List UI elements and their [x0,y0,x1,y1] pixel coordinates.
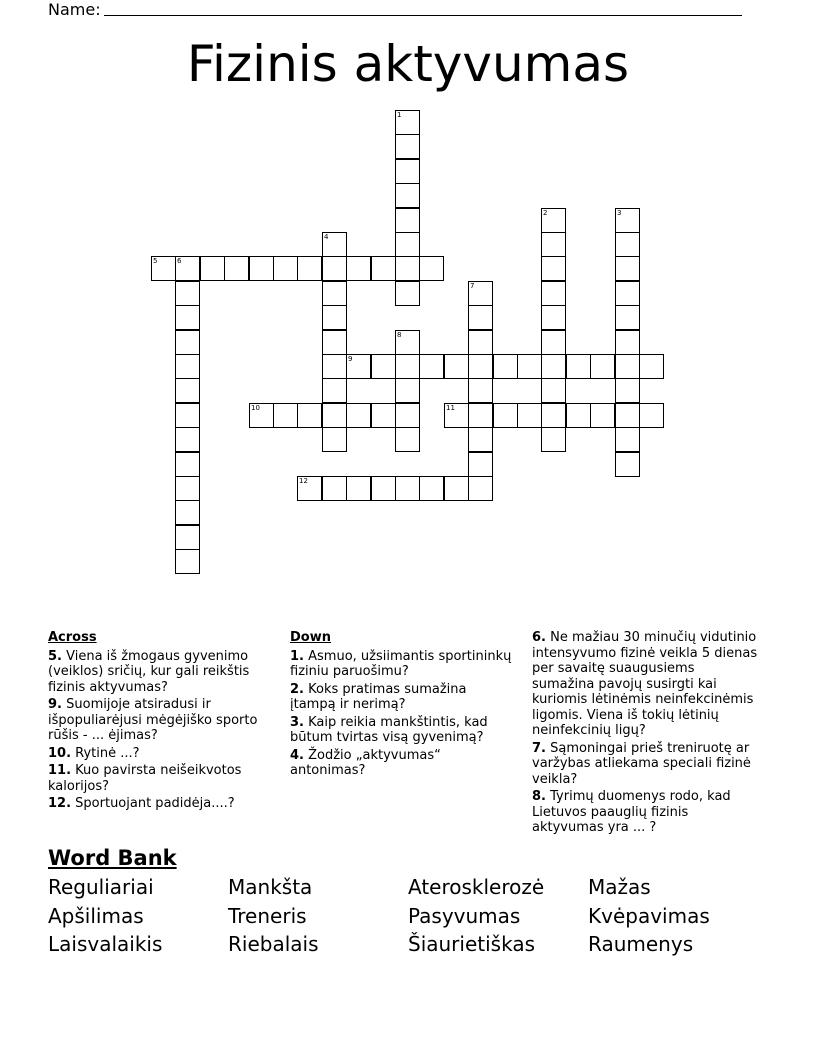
crossword-cell[interactable] [322,232,347,257]
word-bank-item: Šiaurietiškas [408,932,535,956]
clue-number: 10. [48,745,72,761]
word-bank-item: Reguliariai [48,875,154,899]
crossword-cell[interactable] [371,476,396,501]
crossword-cell[interactable] [395,330,420,355]
crossword-cell[interactable] [395,159,420,184]
crossword-cell[interactable] [395,354,420,379]
cell-number: 1 [397,111,402,119]
crossword-cell[interactable] [151,256,176,281]
crossword-cell[interactable] [444,403,469,428]
crossword-cell[interactable] [395,427,420,452]
word-bank-item: Treneris [228,904,307,928]
cell-number: 3 [617,209,622,217]
clue-number: 8. [532,789,546,804]
across-clues [48,630,278,814]
crossword-cell[interactable] [541,403,566,428]
crossword-cell[interactable] [541,330,566,355]
crossword-cell[interactable] [566,354,591,379]
crossword-cell[interactable] [468,378,493,403]
crossword-cell[interactable] [395,378,420,403]
crossword-cell[interactable] [493,403,518,428]
crossword-cell[interactable] [395,110,420,135]
word-bank-item: Apšilimas [48,904,144,928]
crossword-cell[interactable] [541,427,566,452]
down-clues-continued [532,630,760,838]
clue-number: 4. [290,747,304,763]
crossword-cell[interactable] [395,183,420,208]
clue-text: Tyrimų duomenys rodo, kad Lietuvos paauglių fizinis aktyvumas yra ... ? [532,789,731,835]
crossword-cell[interactable] [395,476,420,501]
cell-number: 4 [324,233,329,241]
crossword-cell[interactable] [273,256,298,281]
crossword-cell[interactable] [419,256,444,281]
crossword-cell[interactable] [615,305,640,330]
crossword-cell[interactable] [175,500,200,525]
crossword-cell[interactable] [322,378,347,403]
crossword-cell[interactable] [590,403,615,428]
crossword-cell[interactable] [615,330,640,355]
crossword-cell[interactable] [175,330,200,355]
crossword-cell[interactable] [639,403,664,428]
crossword-cell[interactable] [590,354,615,379]
cell-number: 6 [177,257,182,265]
clue-down-3 [290,715,515,746]
crossword-cell[interactable] [322,403,347,428]
clue-number: 3. [290,714,304,730]
clue-number: 7. [532,740,546,756]
clue-down-7 [532,741,760,788]
word-bank-item: Mažas [588,875,651,899]
crossword-cell[interactable] [322,330,347,355]
crossword-cell[interactable] [566,403,591,428]
clue-text: Žodžio „aktyvumas“ antonimas? [290,747,441,778]
crossword-cell[interactable] [395,256,420,281]
clue-text: Kaip reikia mankštintis, kad būtum tvirtas visą gyvenimą? [290,714,488,745]
crossword-cell[interactable] [297,403,322,428]
clue-across-5 [48,649,278,696]
crossword-cell[interactable] [346,476,371,501]
crossword-cell[interactable] [371,403,396,428]
across-heading: Across [48,630,97,645]
clue-down-6 [532,630,760,739]
crossword-cell[interactable] [175,427,200,452]
crossword-cell[interactable] [297,476,322,501]
crossword-cell[interactable] [175,281,200,306]
crossword-cell[interactable] [444,354,469,379]
crossword-cell[interactable] [395,208,420,233]
crossword-cell[interactable] [322,281,347,306]
word-bank-item: Raumenys [588,932,694,956]
crossword-cell[interactable] [541,378,566,403]
crossword-cell[interactable] [175,354,200,379]
crossword-cell[interactable] [322,305,347,330]
down-heading: Down [290,630,331,645]
crossword-cell[interactable] [615,452,640,477]
crossword-cell[interactable] [615,403,640,428]
clue-down-2 [290,682,515,713]
crossword-cell[interactable] [517,354,542,379]
crossword-cell[interactable] [371,354,396,379]
cell-number: 2 [543,209,548,217]
clue-text: Ne mažiau 30 minučių vidutinio intensyvumo fizinė veikla 5 dienas per savaitę suaugusiems sumažina pavojų susirgti kai kuriomis lėtinėmis neinfekcinėmis ligomis. Viena iš tokių lėtinių neinfekcinių ligų? [532,630,758,738]
clue-text: Koks pratimas sumažina įtampą ir nerimą? [290,681,467,712]
crossword-cell[interactable] [346,403,371,428]
crossword-cell[interactable] [419,354,444,379]
clue-across-9 [48,697,278,744]
crossword-cell[interactable] [468,403,493,428]
crossword-cell[interactable] [322,256,347,281]
crossword-cell[interactable] [175,452,200,477]
clue-text: Sportuojant padidėja....? [75,796,235,811]
crossword-cell[interactable] [615,378,640,403]
crossword-cell[interactable] [346,256,371,281]
clue-number: 2. [290,681,304,697]
crossword-cell[interactable] [615,281,640,306]
crossword-cell[interactable] [175,525,200,550]
word-bank-item: Aterosklerozė [408,875,545,899]
cell-number: 9 [348,355,353,363]
clue-across-11 [48,763,278,794]
clue-down-1 [290,649,515,680]
crossword-cell[interactable] [444,476,469,501]
crossword-cell[interactable] [224,256,249,281]
crossword-cell[interactable] [175,256,200,281]
clue-across-10 [48,746,278,762]
clue-across-12 [48,796,278,812]
word-bank-item: Mankšta [228,875,313,899]
crossword-cell[interactable] [468,330,493,355]
crossword-cell[interactable] [175,549,200,574]
crossword-cell[interactable] [249,256,274,281]
crossword-cell[interactable] [468,305,493,330]
crossword-cell[interactable] [615,232,640,257]
word-bank-item: Riebalais [228,932,319,956]
cell-number: 11 [446,404,455,412]
clue-text: Asmuo, užsiimantis sportininkų fiziniu paruošimu? [290,648,512,679]
crossword-cell[interactable] [249,403,274,428]
crossword-cell[interactable] [468,476,493,501]
clue-text: Sąmoningai prieš treniruotę ar varžybas atliekama speciali fizinė veikla? [532,740,751,787]
crossword-cell[interactable] [615,427,640,452]
crossword-cell[interactable] [541,256,566,281]
crossword-cell[interactable] [322,476,347,501]
cell-number: 12 [299,477,308,485]
word-bank-item: Kvėpavimas [588,904,710,928]
crossword-cell[interactable] [322,354,347,379]
crossword-cell[interactable] [615,354,640,379]
crossword-cell[interactable] [395,403,420,428]
clue-text: Kuo pavirsta neišeikvotos kalorijos? [48,763,242,794]
cell-number: 5 [153,257,158,265]
crossword-cell[interactable] [541,208,566,233]
crossword-cell[interactable] [175,378,200,403]
crossword-cell[interactable] [273,403,298,428]
clue-number: 11. [48,763,72,778]
word-bank-item: Pasyvumas [408,904,521,928]
word-bank-title: Word Bank [48,846,177,870]
clue-number: 1. [290,648,304,664]
crossword-cell[interactable] [346,354,371,379]
crossword-cell[interactable] [200,256,225,281]
clue-down-4 [290,748,515,779]
crossword-cell[interactable] [517,403,542,428]
crossword-cell[interactable] [541,281,566,306]
crossword-cell[interactable] [322,427,347,452]
clue-number: 12. [48,796,72,811]
crossword-cell[interactable] [175,305,200,330]
crossword-cell[interactable] [615,256,640,281]
clue-number: 5. [48,648,62,664]
crossword-cell[interactable] [639,354,664,379]
crossword-cell[interactable] [175,476,200,501]
clue-text: Suomijoje atsiradusi ir išpopuliarėjusi mėgėjiško sporto rūšis - ... ėjimas? [48,697,258,743]
clue-number: 6. [532,630,546,645]
crossword-cell[interactable] [419,476,444,501]
clue-down-8 [532,789,760,836]
crossword-cell[interactable] [541,354,566,379]
crossword-cell[interactable] [468,354,493,379]
cell-number: 7 [470,282,475,290]
down-clues [290,630,515,781]
crossword-cell[interactable] [541,305,566,330]
crossword-cell[interactable] [468,452,493,477]
crossword-cell[interactable] [395,134,420,159]
crossword-cell[interactable] [615,208,640,233]
crossword-cell[interactable] [371,256,396,281]
crossword-cell[interactable] [541,232,566,257]
crossword-cell[interactable] [395,232,420,257]
crossword-cell[interactable] [297,256,322,281]
word-bank-item: Laisvalaikis [48,932,163,956]
crossword-cell[interactable] [468,427,493,452]
page-title: Fizinis aktyvumas [186,35,630,93]
crossword-cell[interactable] [395,281,420,306]
name-label: Name: [48,0,101,19]
clue-text: Rytinė ...? [75,745,140,761]
crossword-cell[interactable] [175,403,200,428]
clue-text: Viena iš žmogaus gyvenimo (veiklos) sričių, kur gali reikštis fizinis aktyvumas? [48,648,250,695]
cell-number: 8 [397,331,402,339]
crossword-cell[interactable] [468,281,493,306]
clue-number: 9. [48,697,62,712]
cell-number: 10 [251,404,260,412]
crossword-cell[interactable] [493,354,518,379]
